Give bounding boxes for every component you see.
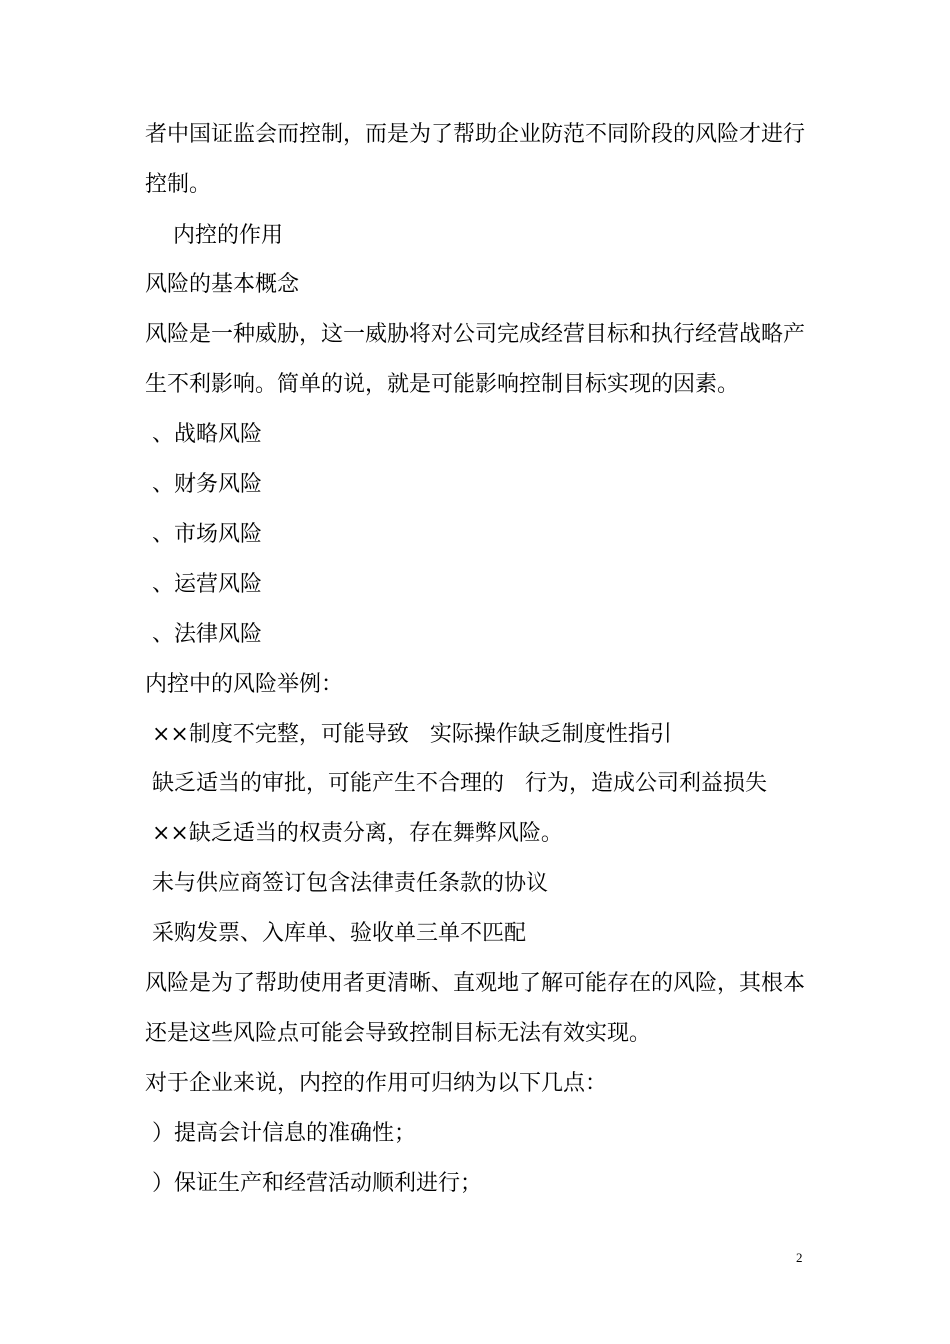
list-item: 、市场风险 [145, 522, 262, 547]
list-item: 未与供应商签订包含法律责任条款的协议 [145, 871, 548, 896]
text-line: 风险是为了帮助使用者更清晰、直观地了解可能存在的风险，其根本 [145, 971, 806, 996]
list-item: ××制度不完整，可能导致 实际操作缺乏制度性指引 [145, 722, 672, 747]
page-number: 2 [796, 1250, 803, 1265]
list-item: ）提高会计信息的准确性； [145, 1121, 416, 1146]
list-item: 、法律风险 [145, 622, 262, 647]
text-line: 内控中的风险举例： [145, 672, 344, 697]
subsection-heading: 风险的基本概念 [145, 272, 300, 297]
text-line: 者中国证监会而控制，而是为了帮助企业防范不同阶段的风险才进行 [145, 122, 806, 147]
text-line: 控制。 [145, 172, 212, 197]
text-line: 对于企业来说，内控的作用可归纳为以下几点： [145, 1071, 608, 1096]
list-item: ××缺乏适当的权责分离，存在舞弊风险。 [145, 821, 563, 846]
list-item: 、战略风险 [145, 422, 262, 447]
text-line: 还是这些风险点可能会导致控制目标无法有效实现。 [145, 1021, 652, 1046]
list-item: 、财务风险 [145, 472, 262, 497]
list-item: ）保证生产和经营活动顺利进行； [145, 1171, 482, 1196]
text-line: 生不利影响。简单的说，就是可能影响控制目标实现的因素。 [145, 372, 740, 397]
list-item: 缺乏适当的审批，可能产生不合理的 行为，造成公司利益损失 [145, 771, 767, 796]
text-line: 风险是一种威胁，这一威胁将对公司完成经营目标和执行经营战略产 [145, 322, 806, 347]
list-item: 、运营风险 [145, 572, 262, 597]
list-item: 采购发票、入库单、验收单三单不匹配 [145, 921, 526, 946]
section-heading: 内控的作用 [145, 223, 283, 248]
